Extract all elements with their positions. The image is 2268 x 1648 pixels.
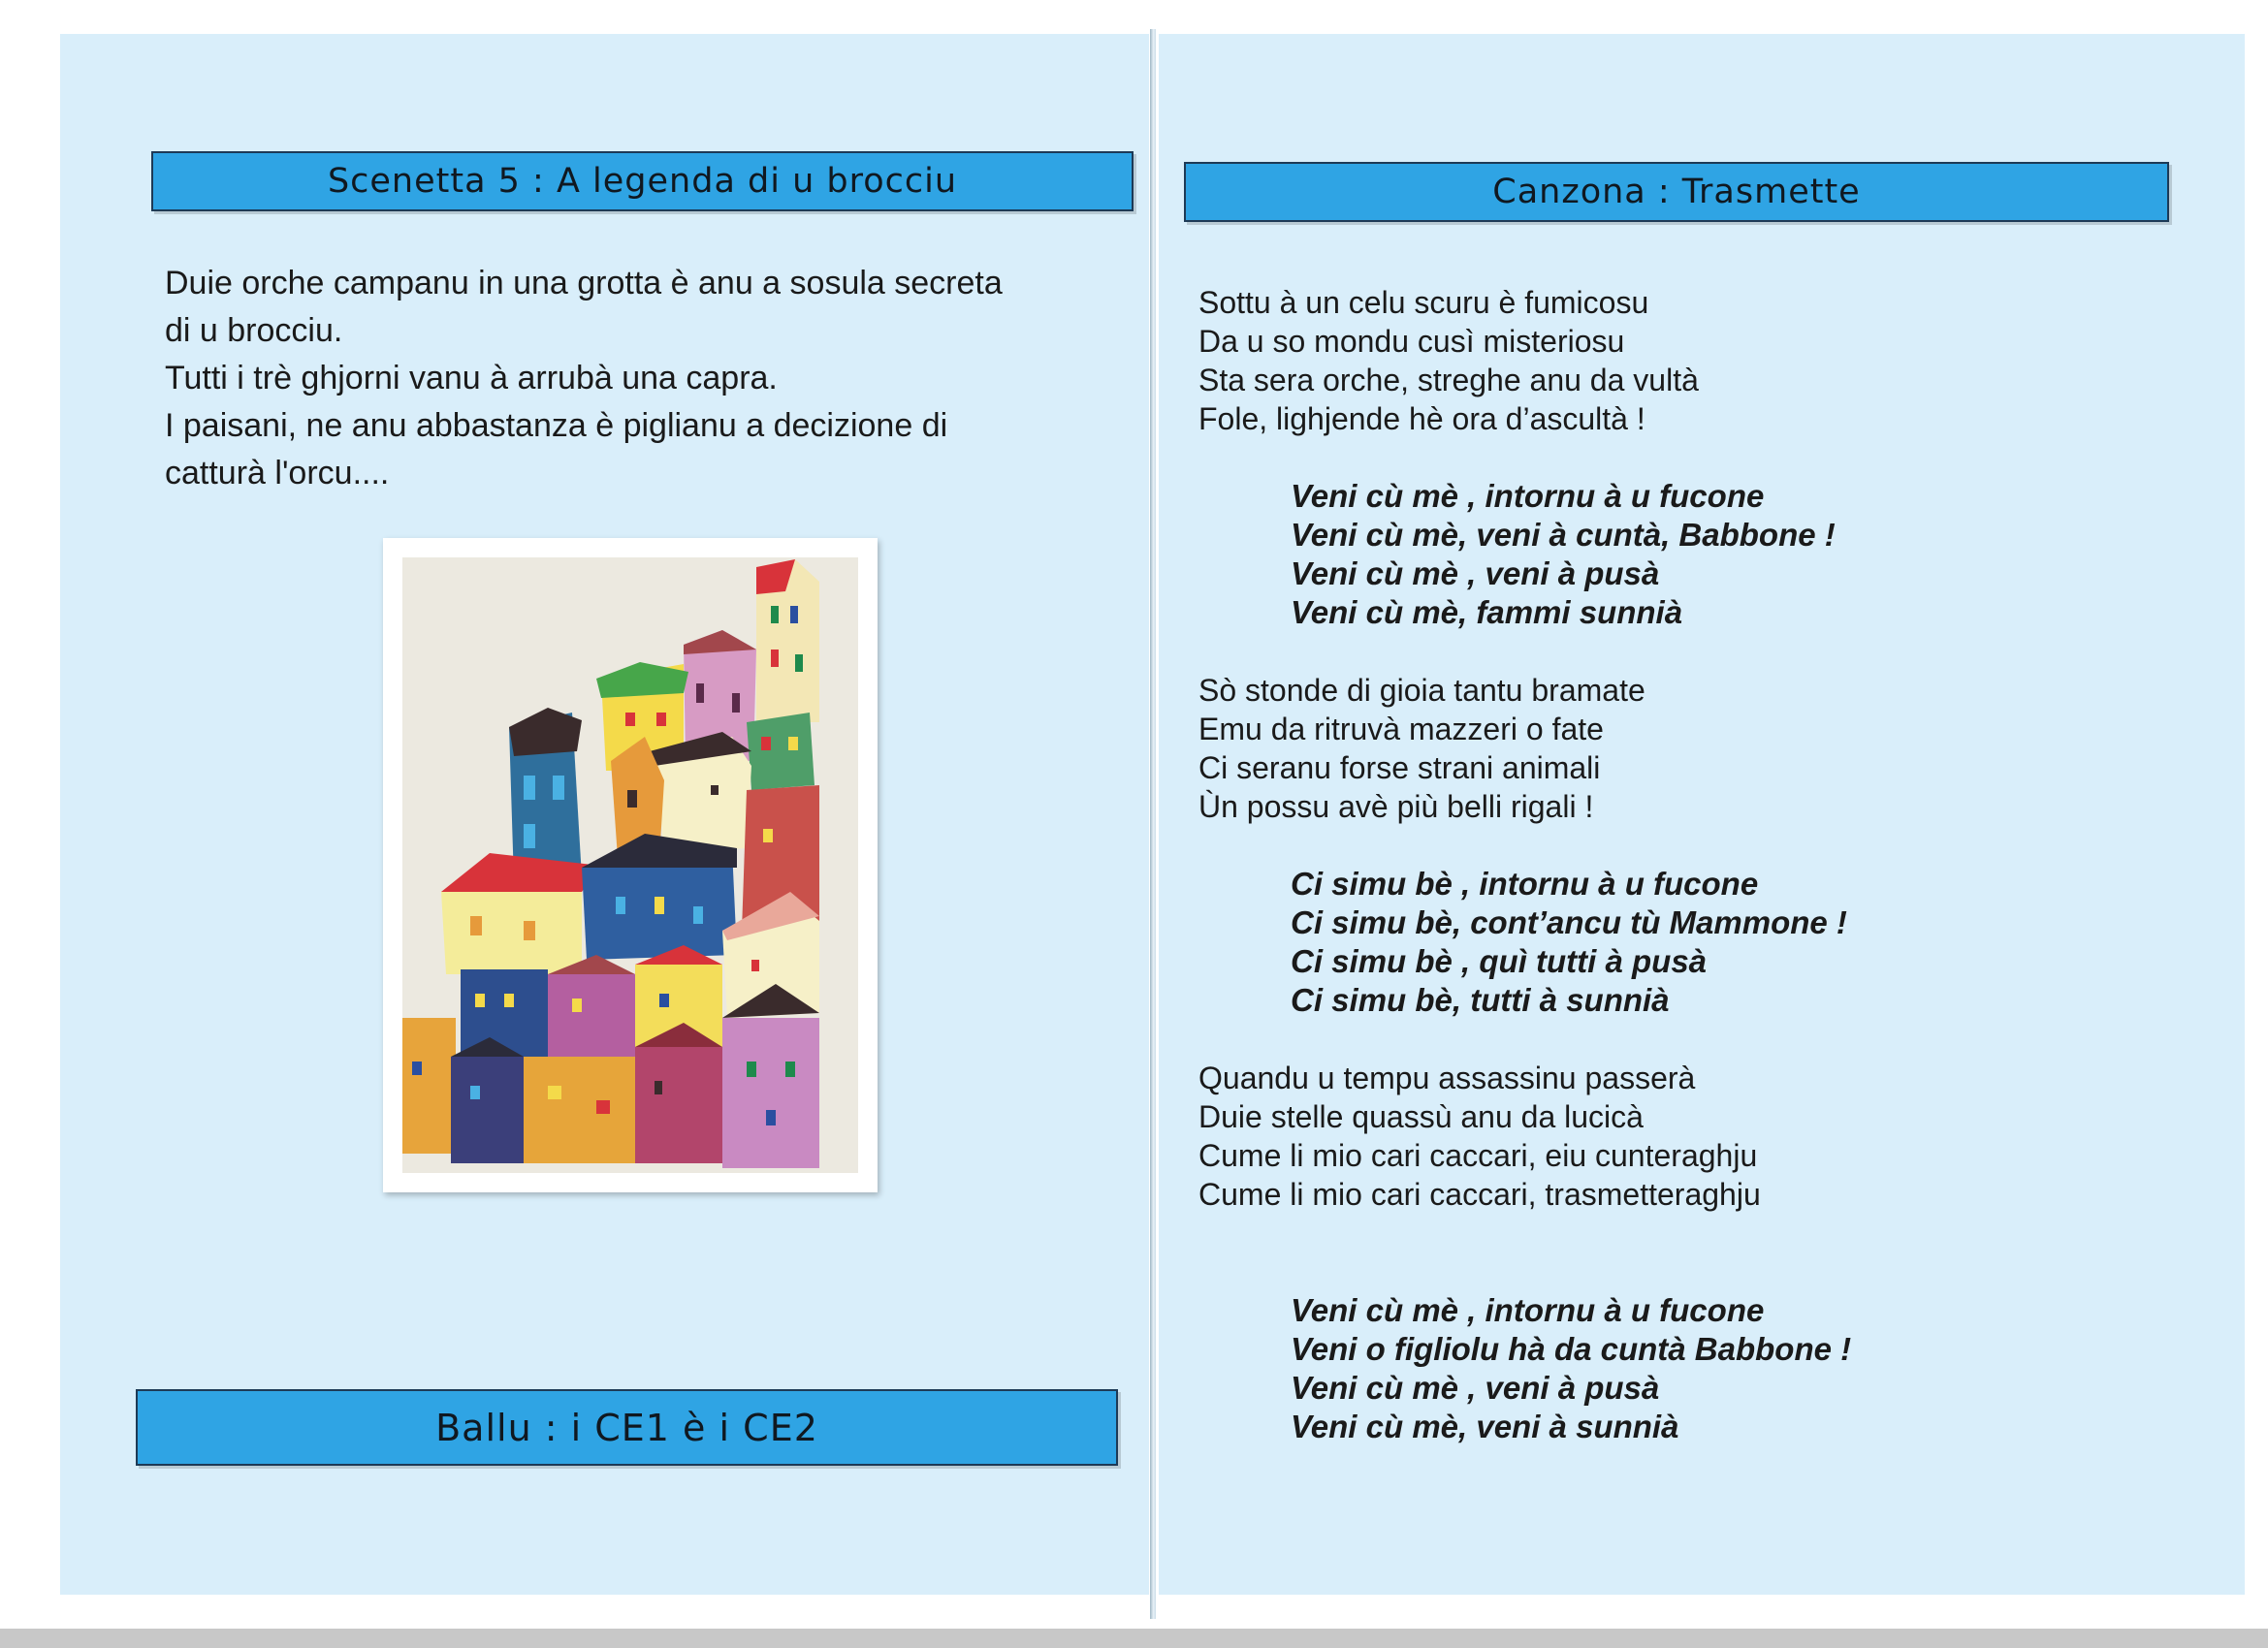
chorus-line: Veni cù mè , veni à pusà	[1291, 1370, 1660, 1406]
village-painting	[383, 538, 878, 1192]
verse-1	[1198, 283, 2168, 438]
chorus-line: Veni cù mè, fammi sunnià	[1291, 594, 1683, 630]
chorus-line: Ci simu bè , intornu à u fucone	[1291, 866, 1759, 902]
chorus-line: Ci simu bè , quì tutti à pusà	[1291, 943, 1708, 979]
lyric-line: Quandu u tempu assassinu passerà	[1198, 1061, 1696, 1095]
chorus-line: Veni o figliolu hà da cuntà Babbone !	[1291, 1331, 1852, 1367]
dance-title-banner: Ballu : i CE1 è i CE2	[136, 1389, 1118, 1466]
lyric-line: Sò stonde di gioia tantu bramate	[1198, 673, 1645, 708]
colorful-houses-illustration	[402, 557, 858, 1173]
chorus-line: Veni cù mè , veni à pusà	[1291, 555, 1660, 591]
chorus-1	[1291, 477, 2168, 632]
song-title-banner: Canzona : Trasmette	[1184, 162, 2169, 222]
intro-line: I paisani, ne anu abbastanza è piglianu a decizione di	[165, 407, 948, 444]
lyric-line: Cume li mio cari caccari, eiu cunteraghju	[1198, 1138, 1758, 1173]
verse-3	[1198, 1059, 2168, 1214]
lyric-line: Ci seranu forse strani animali	[1198, 750, 1601, 785]
chorus-3	[1291, 1291, 2168, 1446]
lyric-line: Ùn possu avè più belli rigali !	[1198, 789, 1594, 824]
chorus-line: Veni cù mè, veni à cuntà, Babbone !	[1291, 517, 1836, 553]
lyric-line: Duie stelle quassù anu da lucicà	[1198, 1099, 1644, 1134]
scan-edge	[0, 1629, 2268, 1648]
scene-title-banner: Scenetta 5 : A legenda di u brocciu	[151, 151, 1134, 211]
lyric-line: Sottu à un celu scuru è fumicosu	[1198, 285, 1649, 320]
lyric-line: Cume li mio cari caccari, trasmetteraghju	[1198, 1177, 1761, 1212]
intro-line: di u brocciu.	[165, 312, 343, 349]
chorus-line: Veni cù mè , intornu à u fucone	[1291, 1292, 1765, 1328]
song-lyrics	[1198, 283, 2168, 1485]
chorus-line: Ci simu bè, tutti à sunnià	[1291, 982, 1670, 1018]
intro-line: catturà l'orcu....	[165, 455, 390, 491]
intro-line: Tutti i trè ghjorni vanu à arrubà una capra.	[165, 360, 778, 396]
chorus-line: Ci simu bè, cont’ancu tù Mammone !	[1291, 904, 1847, 940]
lyric-line: Sta sera orche, streghe anu da vultà	[1198, 363, 1699, 397]
chorus-2	[1291, 865, 2168, 1020]
chorus-line: Veni cù mè , intornu à u fucone	[1291, 478, 1765, 514]
intro-line: Duie orche campanu in una grotta è anu a sosula secreta	[165, 265, 1003, 301]
verse-2	[1198, 671, 2168, 826]
lyric-line: Emu da ritruvà mazzeri o fate	[1198, 712, 1604, 746]
booklet-spine	[1150, 29, 1156, 1619]
scene-intro	[165, 260, 1134, 497]
chorus-line: Veni cù mè, veni à sunnià	[1291, 1409, 1679, 1444]
lyric-line: Da u so mondu cusì misteriosu	[1198, 324, 1625, 359]
lyric-line: Fole, lighjende hè ora d’ascultà !	[1198, 401, 1645, 436]
